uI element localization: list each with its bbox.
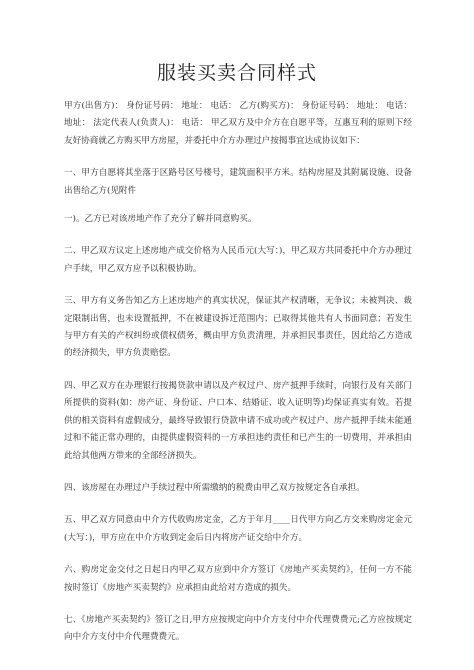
clause-4b-paragraph: 四、该房屋在办理过户手续过程中所需缴纳的税费由甲乙双方按规定各自承担。 bbox=[64, 482, 365, 493]
document-title: 服装买卖合同样式 bbox=[156, 62, 317, 84]
document-body bbox=[64, 98, 412, 647]
clause-1-continued-paragraph: 一)。乙方已对该房地产作了充分了解并同意购买。 bbox=[64, 214, 257, 225]
parties-paragraph: 甲方(出售方)： 身份证号码： 地址： 电话： 乙方(购买方)： 身份证号码： 地址： 电话： 地址： 法定代表人(负责人)： 电话： 甲乙双方及中介方在自愿平等，互惠互利的原则下经友好协商就乙方购买甲方房屋，并委托中介方办理过户按揭事宜达成协议如下： bbox=[64, 101, 412, 146]
clause-2-paragraph: 二、甲乙双方议定上述房地产成交价格为人民币元(大写：)，甲乙双方共同委托中介方办理过户手续，甲乙双方应予以积极协助。 bbox=[64, 246, 412, 274]
clause-6-paragraph: 六、购房定金交付之日起日内甲乙双方应到中介方签订《房地产买卖契约》，任何一方不能按时签订《房地产买卖契约》应承担由此给对方造成的损失。 bbox=[64, 565, 412, 593]
clause-3-paragraph: 三、甲方有义务告知乙方上述房地产的真实状况，保证其产权清晰，无争议；未被判决、裁定限制出售，也未设置抵押，不在被建设拆迁范围内；已取得其他共有人书面同意；若发生与甲方有关的产权纠纷或债权债务，概由甲方负责清理，并承担民事责任，因此给乙方造成的经济损失，甲方负责赔偿。 bbox=[64, 296, 412, 359]
clause-5-paragraph: 五、甲乙双方同意由中介方代收购房定金，乙方于年月____日代甲方向乙方交来购房定金元(大写：)，甲方应在中介方收到定金后日内将房产证交给中介方。 bbox=[64, 515, 412, 543]
clause-7-paragraph: 七、《房地产买卖契约》签订之日,甲方应按规定向中介方支付中介代理费费元;乙方应按规定向中介方支付中介代理费费元。 bbox=[64, 614, 412, 643]
clause-4-paragraph: 四、甲乙双方在办理银行按揭贷款申请以及产权过户、房产抵押手续时，向银行及有关部门所提供的资料(如：房产证、身份证、户口本、结婚证、收入证明等)均保证真实有效。若提供的相关资料有虚假成分，最终导致银行贷款申请不成功或产权过户、房产抵押手续未能通过和不能正常办理的，由提供虚假资料的一方承担违约责任和已产生的一切费用，并承担由此给其他两方带来的全部经济损失。 bbox=[64, 380, 412, 461]
clause-1-paragraph: 一、甲方自愿将其坐落于区路号区号楼号，建筑面积平方米。结构房屋及其附属设施、设备出售给乙方(见附件 bbox=[64, 168, 412, 196]
